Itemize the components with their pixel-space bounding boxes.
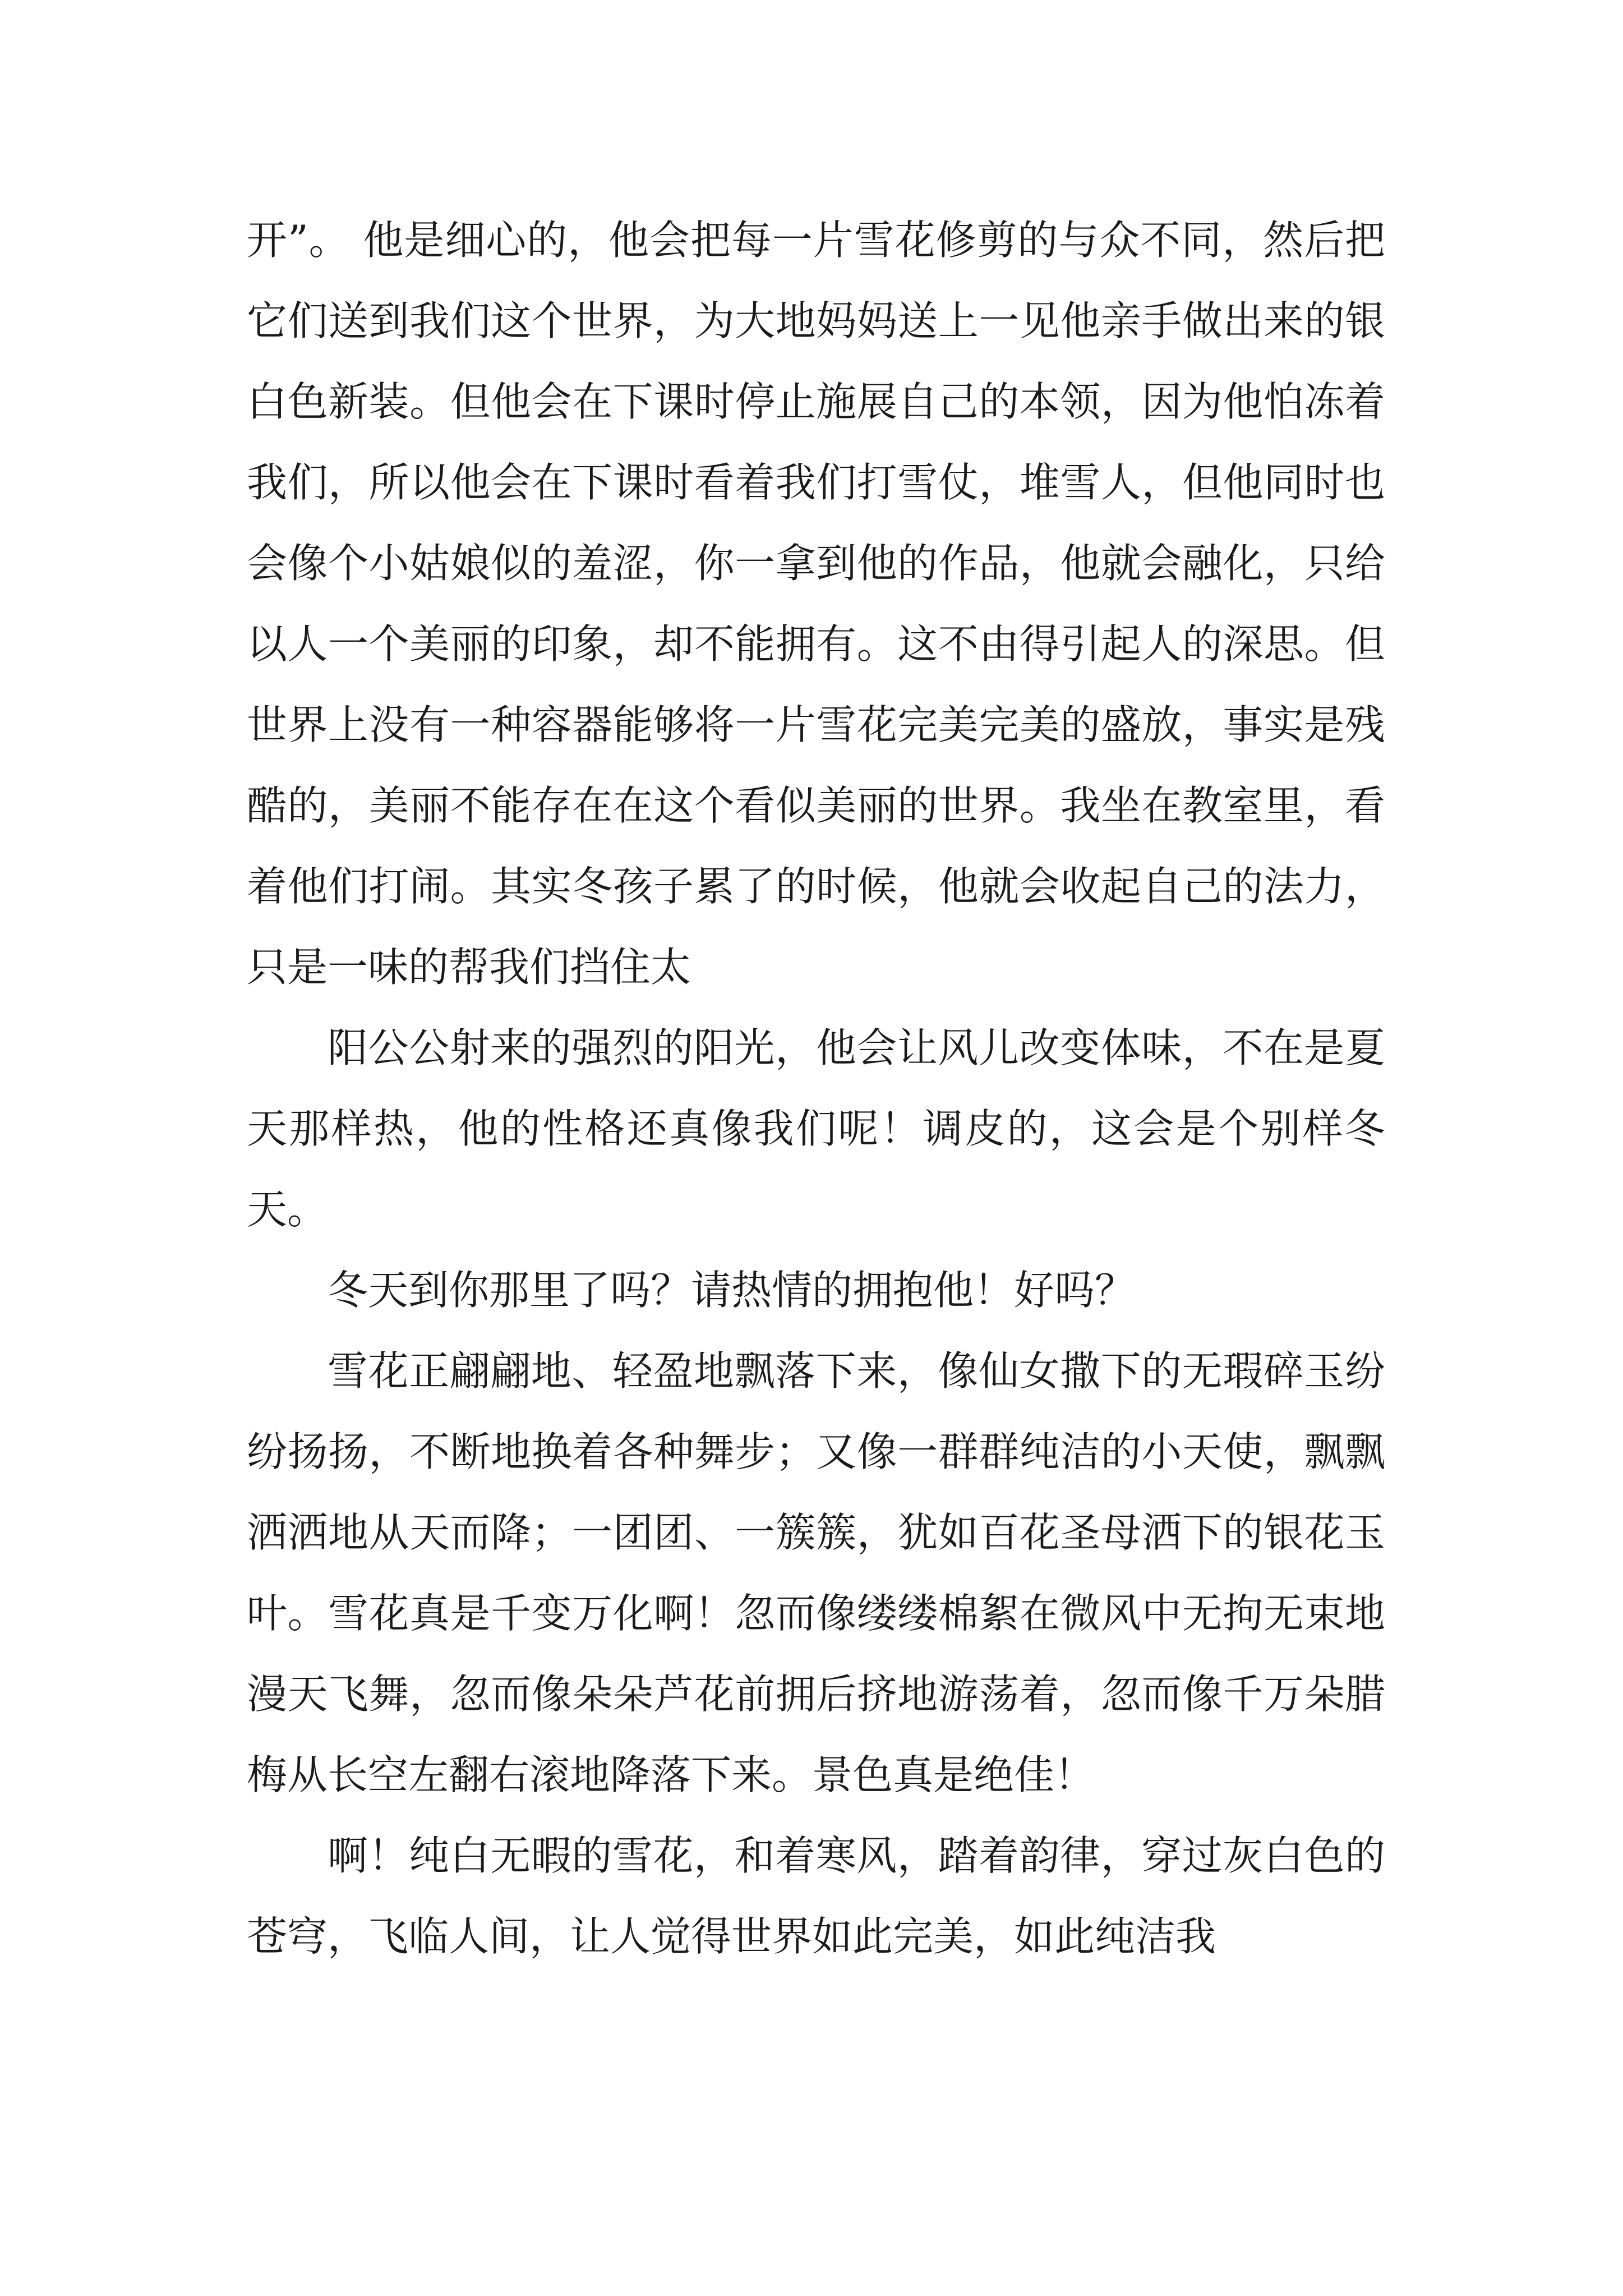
paragraph-5: 啊！纯白无暇的雪花，和着寒风，踏着韵律，穿过灰白色的苍穹，飞临人间，让人觉得世界如此完美，如此纯洁我	[247, 1832, 1385, 1960]
paragraph-1: 开”。 他是细心的，他会把每一片雪花修剪的与众不同，然后把它们送到我们这个世界，为大地妈妈送上一见他亲手做出来的银白色新装。但他会在下课时停止施展自己的本领，因为他怕冻着我们，所以他会在下课时看着我们打雪仗，堆雪人，但他同时也会像个小姑娘似的羞涩，你一拿到他的作品，他就会融化，只给以人一个美丽的印象，却不能拥有。这不由得引起人的深思。但世界上没有一种容器能够将一片雪花完美完美的盛放，事实是残酷的，美丽不能存在在这个看似美丽的世界。我坐在教室里，看着他们打闹。其实冬孩子累了的时候，他就会收起自己的法力，只是一味的帮我们挡住太	[247, 217, 1385, 991]
body-text	[247, 200, 1385, 1977]
paragraph-4: 雪花正翩翩地、轻盈地飘落下来，像仙女撒下的无瑕碎玉纷纷扬扬，不断地换着各种舞步；又像一群群纯洁的小天使，飘飘洒洒地从天而降；一团团、一簇簇，犹如百花圣母洒下的银花玉叶。雪花真是千变万化啊！忽而像缕缕棉絮在微风中无拘无束地漫天飞舞，忽而像朵朵芦花前拥后挤地游荡着，忽而像千万朵腊梅从长空左翻右滚地降落下来。景色真是绝佳！	[247, 1347, 1385, 1798]
paragraph-3: 冬天到你那里了吗？请热情的拥抱他！好吗？	[328, 1267, 1136, 1314]
paragraph-2: 阳公公射来的强烈的阳光，他会让风儿改变体味，不在是夏天那样热，他的性格还真像我们呢！调皮的，这会是个别样冬天。	[247, 1024, 1385, 1233]
